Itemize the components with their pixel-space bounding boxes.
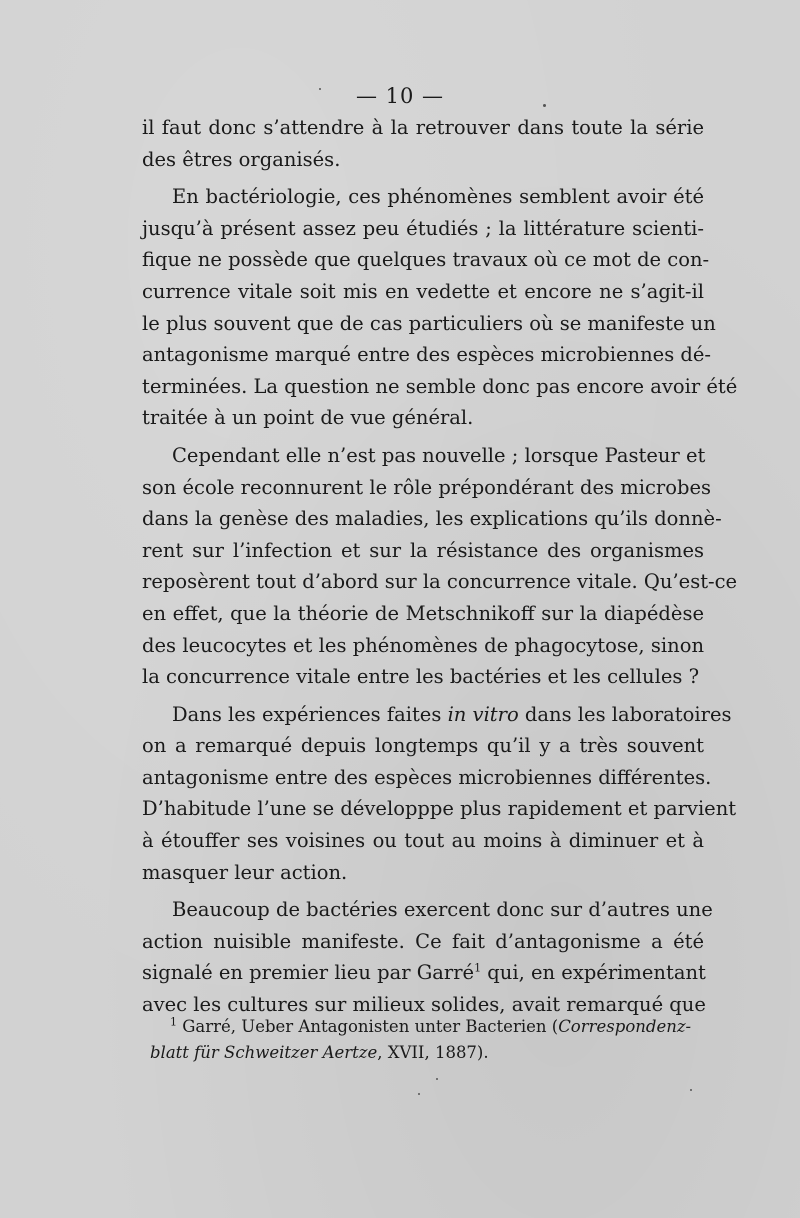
- text-segment: Dans les expériences faites: [172, 702, 448, 726]
- text-line: fique ne possède que quelques travaux où ce mot de con-: [142, 248, 710, 272]
- text-line: [142, 699, 732, 731]
- text-line: jusqu’à présent assez peu étudiés ; la littérature scienti-: [142, 216, 704, 240]
- text-line: la concurrence vitale entre les bactéries et les cellules ?: [142, 665, 700, 689]
- text-segment: qui, en expérimentant: [481, 961, 706, 985]
- paragraph-5: [142, 894, 713, 1020]
- footnote-reference: 1: [474, 961, 482, 975]
- body-text: [142, 112, 738, 1027]
- print-speck: [319, 88, 321, 90]
- text-segment: signalé en premier lieu par Garré: [142, 961, 475, 985]
- paragraph-2: [142, 181, 738, 434]
- text-line: il faut donc s’attendre à la retrouver dans toute la série: [142, 116, 704, 139]
- text-line: terminées. La question ne semble donc pas encore avoir été: [142, 374, 738, 398]
- footnote: [150, 1014, 690, 1066]
- text-line: des leucocytes et les phénomènes de phagocytose, sinon: [142, 633, 704, 657]
- text-line: traitée à un point de vue général.: [142, 406, 474, 430]
- text-line: avec les cultures sur milieux solides, avait remarqué que: [142, 993, 706, 1017]
- text-line: En bactériologie, ces phénomènes semblent avoir été: [172, 185, 704, 209]
- text-line: [142, 957, 704, 989]
- text-line: dans la genèse des maladies, les explications qu’ils donnè-: [142, 507, 722, 531]
- paragraph-3: [142, 440, 738, 693]
- text-line: rent sur l’infection et sur la résistance des organismes: [142, 538, 704, 562]
- text-line: on a remarqué depuis longtemps qu’il y a très souvent: [142, 734, 704, 758]
- text-line: Beaucoup de bactéries exercent donc sur d’autres une: [172, 898, 713, 922]
- text-line: antagonisme marqué entre des espèces microbiennes dé-: [142, 343, 712, 367]
- paragraph-1: [142, 112, 704, 175]
- text-line: D’habitude l’une se développpe plus rapidement et parvient: [142, 797, 737, 821]
- text-line: le plus souvent que de cas particuliers où se manifeste un: [142, 311, 716, 335]
- print-speck: [418, 1093, 420, 1095]
- text-line: à étouffer ses voisines ou tout au moins à diminuer et à: [142, 829, 704, 853]
- text-segment: Garré, Ueber Antagonisten unter Bacterien (: [177, 1017, 559, 1036]
- text-segment: dans les laboratoires: [518, 702, 732, 726]
- paragraph-4: [142, 699, 737, 889]
- footnote-marker: 1: [170, 1015, 177, 1029]
- footnote-line: [150, 1040, 690, 1066]
- italic-text: blatt für Schweitzer Aertze: [150, 1043, 378, 1062]
- text-line: en effet, que la théorie de Metschnikoff sur la diapédèse: [142, 601, 704, 625]
- text-line: currence vitale soit mis en vedette et encore ne s’agit-il: [142, 279, 704, 303]
- footnote-line: [150, 1014, 690, 1040]
- page-number: — 10 —: [355, 84, 445, 108]
- text-line: antagonisme entre des espèces microbiennes différentes.: [142, 765, 712, 789]
- text-line: reposèrent tout d’abord sur la concurrence vitale. Qu’est-ce: [142, 570, 738, 594]
- italic-text: Correspondenz-: [558, 1017, 692, 1036]
- text-segment: , XVII, 1887).: [377, 1043, 489, 1062]
- print-speck: [543, 104, 546, 107]
- text-line: des êtres organisés.: [142, 147, 341, 171]
- print-speck: [690, 1089, 692, 1091]
- text-line: action nuisible manifeste. Ce fait d’antagonisme a été: [142, 929, 704, 953]
- text-line: Cependant elle n’est pas nouvelle ; lorsque Pasteur et: [172, 443, 706, 467]
- text-line: masquer leur action.: [142, 860, 348, 884]
- italic-text: in vitro: [447, 702, 519, 726]
- print-speck: [436, 1078, 438, 1080]
- text-line: son école reconnurent le rôle prépondérant des microbes: [142, 475, 712, 499]
